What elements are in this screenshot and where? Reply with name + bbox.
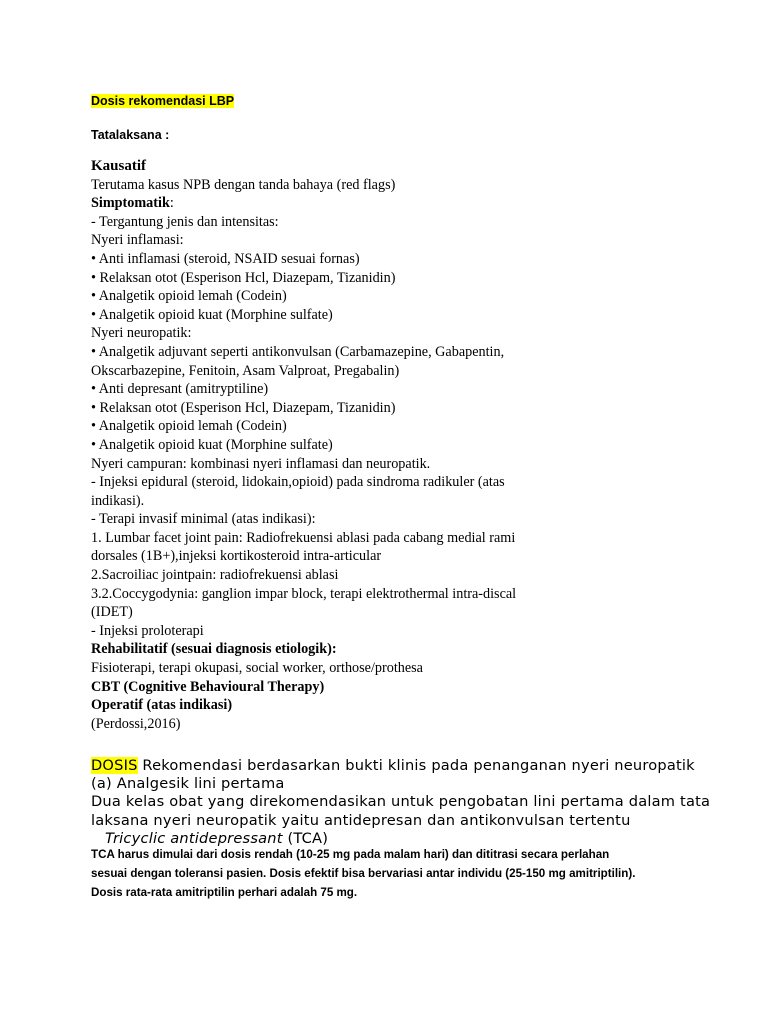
simptomatik-colon: :: [169, 195, 174, 212]
text-line: sesuai dengan toleransi pasien. Dosis efektif bisa bervariasi antar individu (25-150 mg amitriptilin).: [91, 867, 636, 880]
text-line: dorsales (1B+),injeksi kortikosteroid intra-articular: [91, 548, 382, 565]
rehabilitatif-heading: Rehabilitatif (sesuai diagnosis etiologik):: [91, 641, 337, 658]
list-item: • Anti inflamasi (steroid, NSAID sesuai fornas): [91, 250, 360, 267]
text-line: 3.2.Coccygodynia: ganglion impar block, terapi elektrothermal intra-discal: [91, 585, 517, 602]
tatalaksana-heading: Tatalaksana :: [91, 128, 170, 142]
dosis-section: [91, 757, 710, 848]
text-line: Terutama kasus NPB dengan tanda bahaya (red flags): [91, 176, 396, 193]
list-item: • Analgetik opioid kuat (Morphine sulfate): [91, 436, 333, 453]
operatif-heading: Operatif (atas indikasi): [91, 697, 233, 714]
list-item: • Analgetik opioid kuat (Morphine sulfate): [91, 306, 333, 323]
text-line: indikasi).: [91, 492, 145, 509]
text-line: (a) Analgesik lini pertama: [91, 775, 285, 793]
list-item: • Relaksan otot (Esperison Hcl, Diazepam, Tizanidin): [91, 269, 396, 286]
tca-dosage-section: [91, 845, 635, 902]
list-item: • Anti depresant (amitryptiline): [91, 381, 269, 398]
simptomatik-label: Simptomatik: [91, 195, 170, 212]
title-highlight: Dosis rekomendasi LBP: [91, 94, 235, 108]
tca-italic: Tricyclic antidepressant: [105, 829, 283, 847]
text-line: Dosis rata-rata amitriptilin perhari adalah 75 mg.: [91, 886, 358, 899]
dosis-heading-rest: Rekomendasi berdasarkan bukti klinis pada penanganan nyeri neuropatik: [137, 757, 695, 774]
text-line: Nyeri campuran: kombinasi nyeri inflamasi dan neuropatik.: [91, 455, 431, 472]
text-line: - Terapi invasif minimal (atas indikasi):: [91, 511, 316, 528]
text-line: Dua kelas obat yang direkomendasikan untuk pengobatan lini pertama dalam tata: [91, 793, 711, 811]
text-line: Nyeri neuropatik:: [91, 325, 192, 342]
text-line: 1. Lumbar facet joint pain: Radiofrekuensi ablasi pada cabang medial rami: [91, 529, 516, 546]
tca-rest: (TCA): [282, 829, 329, 847]
kausatif-heading: Kausatif: [91, 158, 147, 174]
dosis-highlight: DOSIS: [91, 757, 138, 774]
list-item: • Analgetik opioid lemah (Codein): [91, 288, 287, 305]
text-line: Okscarbazepine, Fenitoin, Asam Valproat, Pregabalin): [91, 362, 400, 379]
dosis-heading: [91, 757, 710, 775]
text-line: - Injeksi proloterapi: [91, 622, 204, 639]
list-item: • Analgetik adjuvant seperti antikonvulsan (Carbamazepine, Gabapentin,: [91, 343, 505, 360]
text-line: 2.Sacroiliac jointpain: radiofrekuensi ablasi: [91, 567, 339, 584]
document-title: [91, 94, 234, 108]
text-line: Fisioterapi, terapi okupasi, social worker, orthose/prothesa: [91, 660, 423, 677]
list-item: • Analgetik opioid lemah (Codein): [91, 418, 287, 435]
list-item: • Relaksan otot (Esperison Hcl, Diazepam, Tizanidin): [91, 399, 396, 416]
citation: (Perdossi,2016): [91, 715, 181, 732]
simptomatik-heading: [91, 194, 516, 213]
text-line: laksana nyeri neuropatik yaitu antidepresan dan antikonvulsan tertentu: [91, 811, 631, 829]
cbt-heading: CBT (Cognitive Behavioural Therapy): [91, 678, 325, 695]
text-line: - Injeksi epidural (steroid, lidokain,opioid) pada sindroma radikuler (atas: [91, 474, 505, 491]
text-line: Nyeri inflamasi:: [91, 232, 184, 249]
text-line: - Tergantung jenis dan intensitas:: [91, 213, 279, 230]
text-line: TCA harus dimulai dari dosis rendah (10-25 mg pada malam hari) dan dititrasi secara perlahan: [91, 848, 610, 861]
text-line: (IDET): [91, 604, 133, 621]
management-section: [91, 157, 516, 733]
